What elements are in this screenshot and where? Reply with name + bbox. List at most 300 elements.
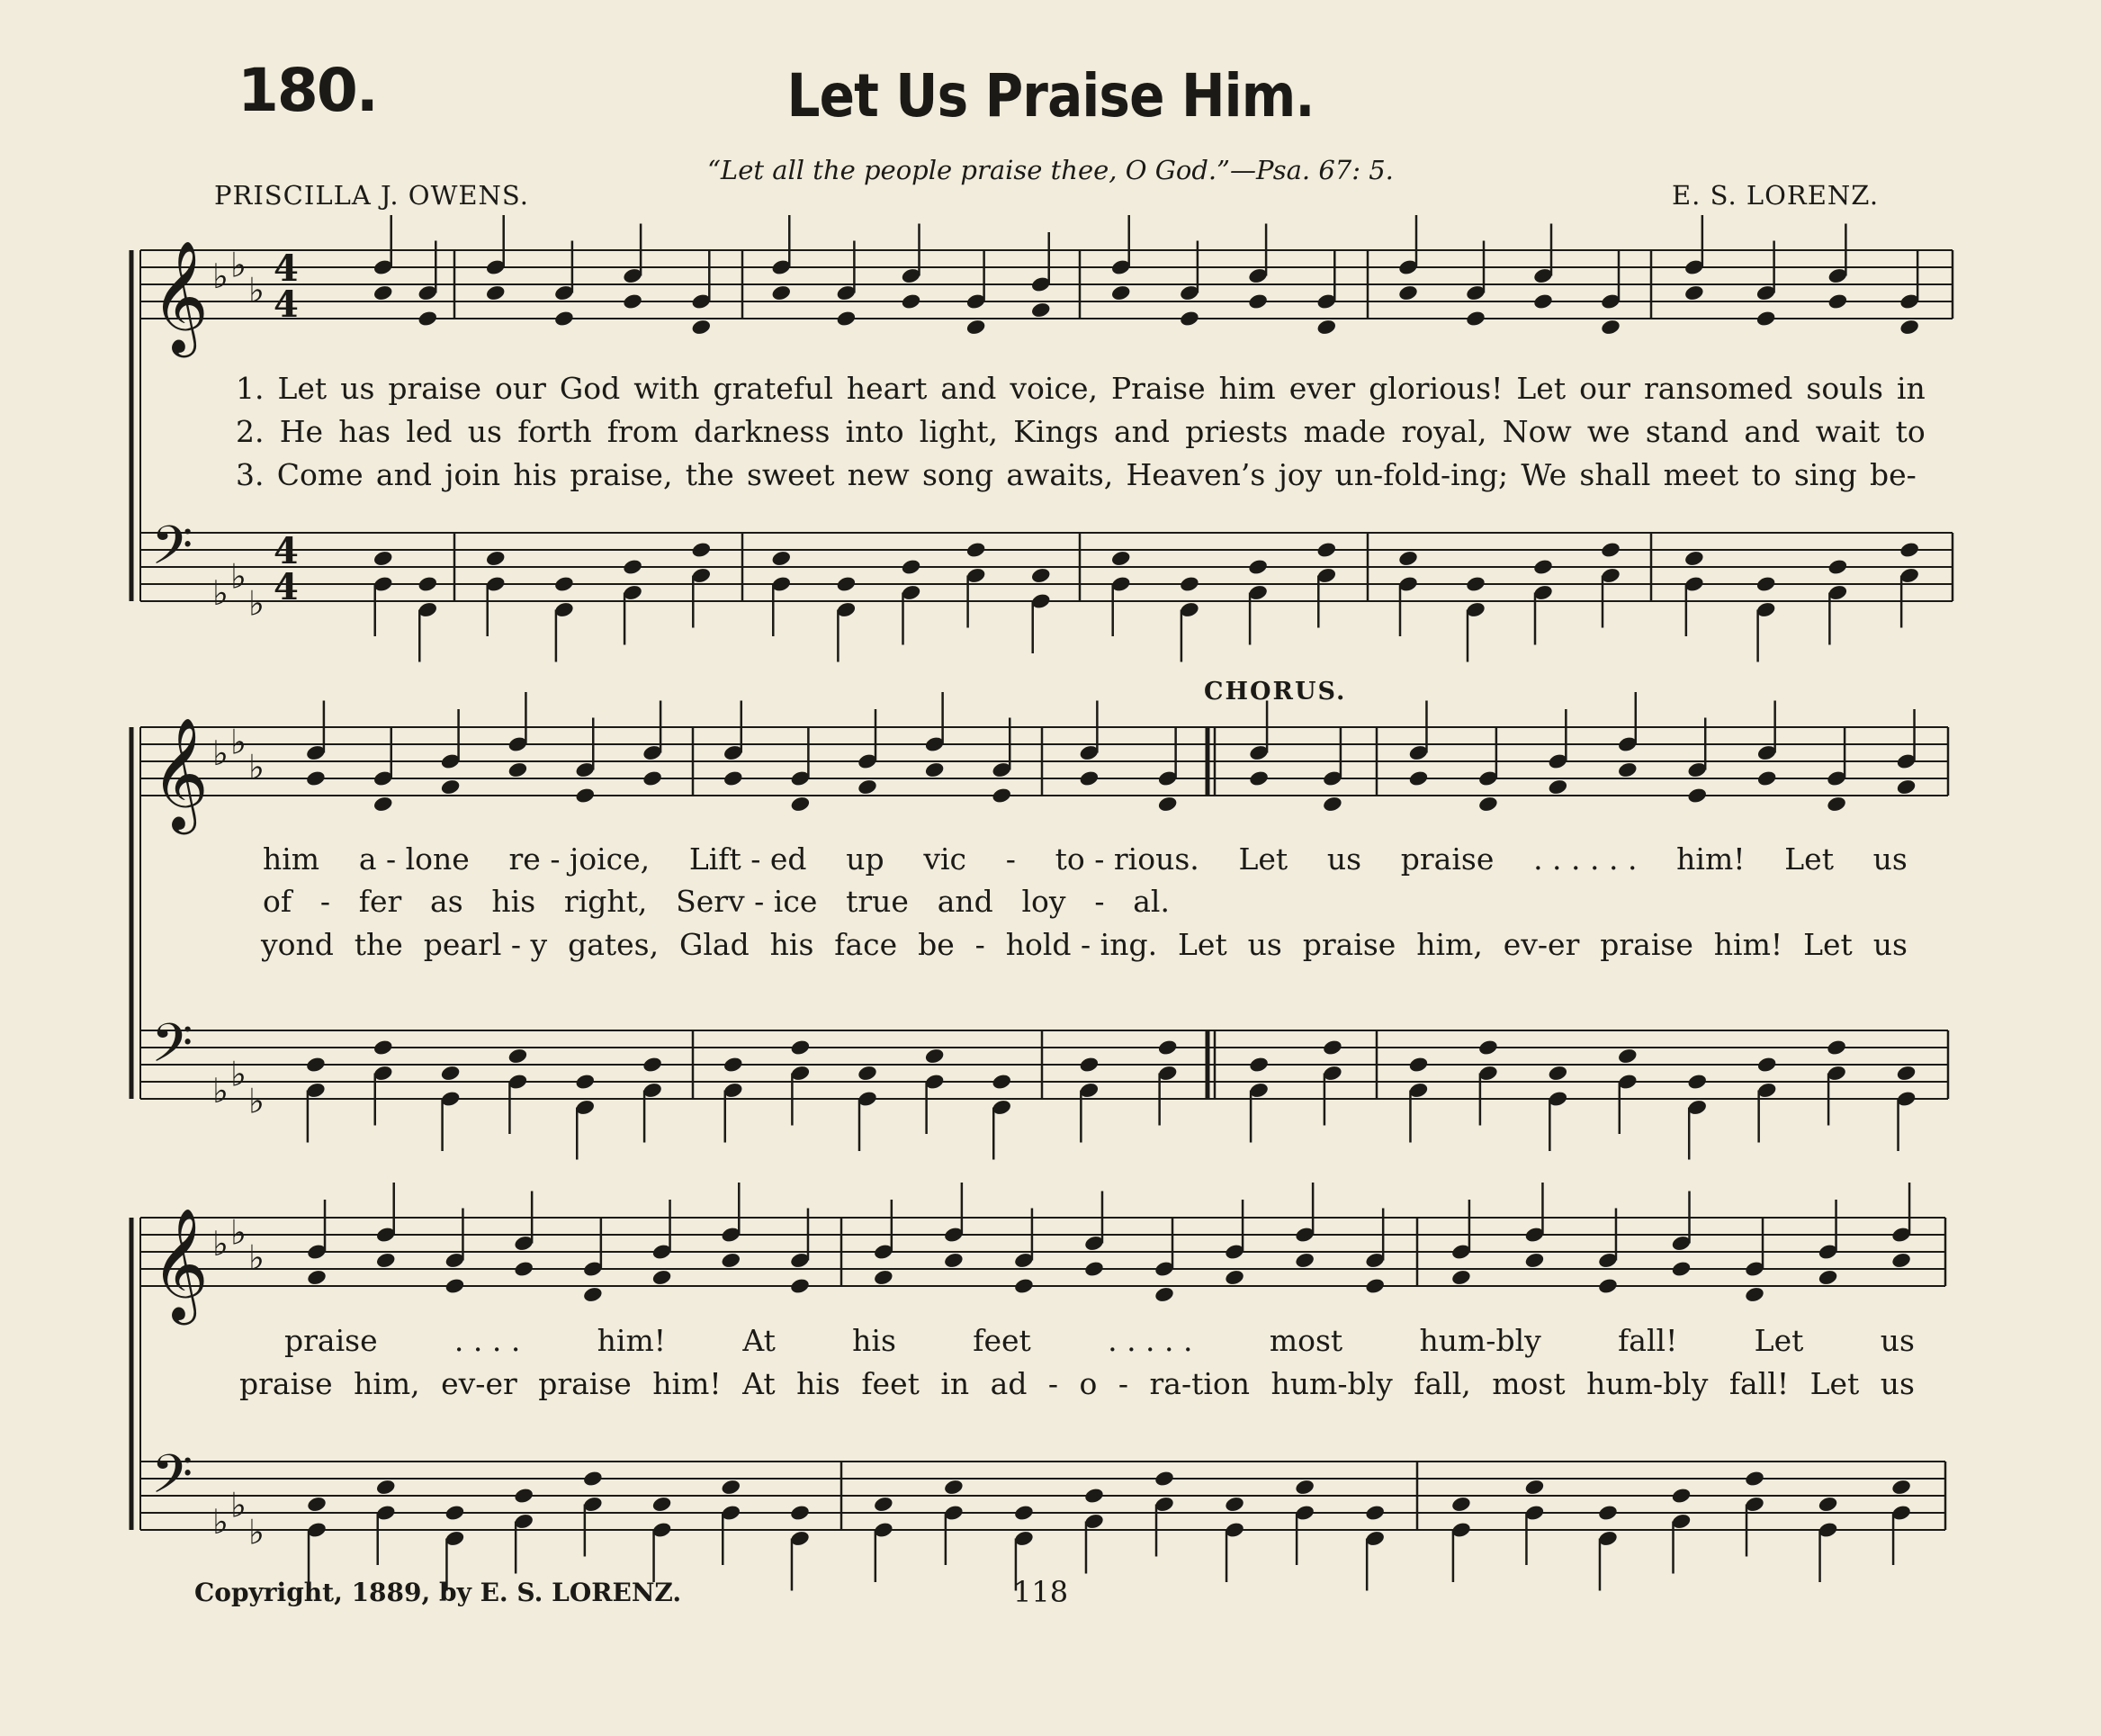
note-head xyxy=(1083,1260,1105,1278)
lyric-line-s2-v2 xyxy=(263,884,1170,919)
note-head xyxy=(1364,1504,1386,1522)
lyric-syllable: him xyxy=(263,841,320,877)
note-head xyxy=(1755,575,1777,593)
lyric-syllable: our xyxy=(494,371,546,406)
lyric-syllable: hum-bly xyxy=(1270,1366,1393,1401)
page-number: 118 xyxy=(1013,1575,1069,1609)
note-head xyxy=(622,292,643,310)
lyric-syllable: gates, xyxy=(568,927,660,962)
flat-sign-icon: ♭ xyxy=(212,1224,229,1264)
lyric-syllable: heart xyxy=(846,371,928,406)
lyric-line-s2-v3 xyxy=(261,927,1908,962)
lyric-syllable: Let xyxy=(1178,927,1227,962)
note-head xyxy=(901,558,922,576)
note-head xyxy=(1224,1496,1245,1514)
flat-sign-icon: ♭ xyxy=(212,1502,229,1542)
note-head xyxy=(1013,1277,1035,1295)
note-head xyxy=(857,778,878,796)
time-signature-digit: 4 xyxy=(274,247,299,290)
note-head xyxy=(1157,1039,1179,1057)
note-head xyxy=(651,1496,673,1514)
lyric-syllable: and xyxy=(375,457,432,492)
note-head xyxy=(1179,575,1200,593)
note-head xyxy=(1364,1277,1386,1295)
lyric-syllable: him! xyxy=(652,1366,722,1401)
lyric-syllable: our xyxy=(1579,371,1630,406)
lyric-syllable: to - rious. xyxy=(1055,841,1199,877)
note-head xyxy=(373,796,394,814)
lyric-syllable: him! xyxy=(1713,927,1783,962)
note-head xyxy=(991,1073,1012,1091)
note-head xyxy=(642,769,663,787)
lyric-syllable: - xyxy=(1094,884,1105,919)
note-head xyxy=(306,1496,328,1514)
lyric-syllable: joy xyxy=(1278,457,1323,492)
note-head xyxy=(1671,1487,1692,1505)
note-head xyxy=(901,292,922,310)
note-head xyxy=(1827,292,1849,310)
note-head xyxy=(836,310,857,328)
note-head xyxy=(943,1479,965,1497)
note-head xyxy=(873,1496,894,1514)
bass-clef-icon: 𝄢 xyxy=(151,514,193,589)
lyric-syllable: - xyxy=(1047,1366,1059,1401)
lyric-syllable: voice, xyxy=(1010,371,1098,406)
lyric-syllable: Serv - ice xyxy=(676,884,818,919)
lyric-syllable: vic xyxy=(923,841,967,877)
note-head xyxy=(306,1269,328,1287)
note-head xyxy=(375,1479,397,1497)
note-head xyxy=(582,1286,604,1304)
note-head xyxy=(513,1487,534,1505)
note-head xyxy=(1224,1269,1245,1287)
lyric-syllable: into xyxy=(845,414,904,449)
flat-sign-icon: ♭ xyxy=(230,245,247,285)
lyric-syllable: shall xyxy=(1579,457,1651,492)
note-head xyxy=(1079,1056,1100,1074)
note-head xyxy=(485,284,507,302)
lyric-syllable: most xyxy=(1492,1366,1566,1401)
lyric-syllable: praise, xyxy=(570,457,673,492)
lyric-syllable: his xyxy=(796,1366,840,1401)
note-head xyxy=(1896,778,1917,796)
lyric-syllable: from xyxy=(606,414,678,449)
note-head xyxy=(1248,769,1270,787)
lyric-syllable: with xyxy=(633,371,700,406)
note-head xyxy=(1532,292,1554,310)
lyric-syllable: Let xyxy=(1809,1366,1860,1401)
scripture-epigraph: “Let all the people praise thee, O God.”—Psa. 67: 5. xyxy=(707,155,1394,185)
note-head xyxy=(723,769,744,787)
note-head xyxy=(574,787,596,805)
lyric-syllable: us xyxy=(1872,841,1908,877)
lyric-syllable: fall! xyxy=(1618,1323,1678,1358)
lyric-syllable: loy xyxy=(1021,884,1066,919)
note-head xyxy=(1827,558,1849,576)
lyric-syllable: him xyxy=(1218,371,1276,406)
lyric-syllable: He xyxy=(279,414,324,449)
note-head xyxy=(1890,1252,1912,1270)
time-signature-digit: 4 xyxy=(274,283,299,326)
note-head xyxy=(375,1252,397,1270)
note-head xyxy=(1818,1269,1839,1287)
flat-sign-icon: ♭ xyxy=(212,573,229,613)
lyric-syllable: right, xyxy=(563,884,648,919)
lyric-syllable: un-fold-ing; xyxy=(1334,457,1509,492)
note-head xyxy=(1247,292,1269,310)
lyric-syllable: ever xyxy=(1288,371,1356,406)
note-head xyxy=(1154,1286,1175,1304)
lyric-syllable: darkness xyxy=(694,414,831,449)
lyric-line-s3-v2 xyxy=(239,1366,1915,1401)
note-head xyxy=(1294,1252,1315,1270)
lyric-syllable: At xyxy=(742,1323,776,1358)
note-head xyxy=(1826,796,1847,814)
note-head xyxy=(513,1260,534,1278)
lyric-syllable: praise xyxy=(284,1323,378,1358)
lyric-syllable: hold - ing. xyxy=(1005,927,1158,962)
lyric-syllable: us xyxy=(1326,841,1362,877)
note-head xyxy=(1548,1065,1569,1083)
note-head xyxy=(789,1504,811,1522)
note-head xyxy=(1548,778,1569,796)
note-head xyxy=(690,319,712,337)
note-head xyxy=(790,796,812,814)
note-head xyxy=(1322,1039,1343,1057)
flat-sign-icon: ♭ xyxy=(212,256,229,296)
note-head xyxy=(1683,550,1705,568)
note-head xyxy=(1030,301,1052,319)
lyric-line-s3-v1 xyxy=(284,1323,1915,1358)
lyric-syllable: we xyxy=(1586,414,1630,449)
note-head xyxy=(553,575,575,593)
flat-sign-icon: ♭ xyxy=(230,1485,247,1525)
lyric-syllable: praise xyxy=(388,371,481,406)
note-head xyxy=(1083,1487,1105,1505)
note-head xyxy=(1397,284,1419,302)
lyric-syllable: Let xyxy=(1238,841,1288,877)
note-head xyxy=(836,575,857,593)
note-head xyxy=(1524,1479,1546,1497)
note-head xyxy=(1110,550,1132,568)
lyric-syllable: pearl - y xyxy=(423,927,548,962)
note-head xyxy=(943,1252,965,1270)
lyric-line-s1-v1 xyxy=(236,371,1926,406)
note-head xyxy=(965,319,987,337)
lyric-syllable: most xyxy=(1269,1323,1343,1358)
bass-clef-icon: 𝄢 xyxy=(151,1443,193,1518)
note-head xyxy=(507,1048,529,1066)
lyric-syllable: hum-bly xyxy=(1586,1366,1709,1401)
lyric-syllable: us xyxy=(1872,927,1908,962)
lyric-syllable: Come xyxy=(276,457,364,492)
note-head xyxy=(1890,1479,1912,1497)
note-head xyxy=(770,284,792,302)
lyric-syllable: awaits, xyxy=(1006,457,1114,492)
lyric-syllable: him, xyxy=(354,1366,420,1401)
lyric-syllable: stand xyxy=(1645,414,1729,449)
lyric-syllable: a - lone xyxy=(358,841,470,877)
lyricist-credit: PRISCILLA J. OWENS. xyxy=(214,180,529,211)
note-head xyxy=(873,1269,894,1287)
note-head xyxy=(1755,310,1777,328)
lyric-syllable: feet xyxy=(861,1366,920,1401)
note-head xyxy=(1671,1260,1692,1278)
flat-sign-icon: ♭ xyxy=(248,747,265,787)
lyric-syllable: feet xyxy=(973,1323,1031,1358)
lyric-syllable: - xyxy=(1005,841,1016,877)
lyric-syllable: his xyxy=(491,884,536,919)
note-head xyxy=(770,550,792,568)
note-head xyxy=(1477,796,1499,814)
lyric-syllable: to xyxy=(1751,457,1782,492)
lyric-syllable: him! xyxy=(1676,841,1746,877)
note-head xyxy=(1600,541,1621,559)
note-head xyxy=(642,1056,663,1074)
note-head xyxy=(1154,1470,1175,1488)
note-head xyxy=(965,541,987,559)
lyric-syllable: his xyxy=(513,457,558,492)
chorus-label: CHORUS. xyxy=(1204,678,1347,706)
lyric-syllable: fall! xyxy=(1728,1366,1790,1401)
note-head xyxy=(1465,310,1486,328)
lyric-syllable: in xyxy=(1896,371,1926,406)
lyric-syllable: Kings xyxy=(1013,414,1099,449)
flat-sign-icon: ♭ xyxy=(230,1212,247,1253)
lyric-syllable: ev-er xyxy=(1503,927,1580,962)
lyric-syllable: led xyxy=(406,414,453,449)
lyric-syllable: Let xyxy=(1516,371,1567,406)
lyric-syllable: made xyxy=(1303,414,1387,449)
lyric-syllable: 1. xyxy=(236,371,265,406)
lyric-syllable: al. xyxy=(1133,884,1170,919)
note-head xyxy=(444,1277,466,1295)
note-head xyxy=(373,284,394,302)
note-head xyxy=(1524,1252,1546,1270)
flat-sign-icon: ♭ xyxy=(212,733,229,773)
lyric-syllable: Glad xyxy=(679,927,750,962)
note-head xyxy=(924,761,946,779)
note-head xyxy=(1477,1039,1499,1057)
lyric-syllable: him, xyxy=(1416,927,1483,962)
flat-sign-icon: ♭ xyxy=(248,1237,265,1278)
lyric-syllable: new xyxy=(847,457,910,492)
note-head xyxy=(305,1056,327,1074)
note-head xyxy=(1826,1039,1847,1057)
lyric-syllable: God xyxy=(559,371,621,406)
lyric-syllable: . . . . xyxy=(453,1323,521,1358)
treble-clef-icon: 𝄞 xyxy=(151,1208,209,1320)
note-head xyxy=(1179,310,1200,328)
lyric-syllable: . . . . . . xyxy=(1533,841,1638,877)
note-head xyxy=(924,1048,946,1066)
lyric-syllable: forth xyxy=(517,414,592,449)
lyric-syllable: light, xyxy=(919,414,999,449)
note-head xyxy=(1450,1269,1472,1287)
note-head xyxy=(1818,1496,1839,1514)
lyric-syllable: us xyxy=(1880,1323,1915,1358)
lyric-syllable: 2. xyxy=(236,414,265,449)
note-head xyxy=(440,1065,462,1083)
lyric-syllable: 3. xyxy=(236,457,265,492)
lyric-syllable: Praise xyxy=(1110,371,1206,406)
lyric-syllable: has xyxy=(338,414,391,449)
lyric-syllable: yond xyxy=(261,927,334,962)
lyric-syllable: glorious! xyxy=(1369,371,1504,406)
note-head xyxy=(440,778,462,796)
lyric-syllable: him! xyxy=(597,1323,667,1358)
lyric-syllable: Lift - ed xyxy=(688,841,807,877)
lyric-syllable: At xyxy=(742,1366,776,1401)
lyric-syllable: to xyxy=(1895,414,1926,449)
note-head xyxy=(1532,558,1554,576)
lyric-syllable: and xyxy=(1114,414,1171,449)
lyric-syllable: true xyxy=(846,884,909,919)
lyric-syllable: - xyxy=(1118,1366,1129,1401)
lyric-syllable: song xyxy=(921,457,994,492)
flat-sign-icon: ♭ xyxy=(230,556,247,597)
lyric-syllable: his xyxy=(769,927,814,962)
lyric-syllable: ra-tion xyxy=(1149,1366,1251,1401)
lyric-syllable: praise xyxy=(1600,927,1693,962)
lyric-syllable: of xyxy=(263,884,292,919)
lyric-syllable: priests xyxy=(1185,414,1288,449)
note-head xyxy=(1315,541,1337,559)
lyric-line-s1-v2 xyxy=(236,414,1926,449)
note-head xyxy=(857,1065,878,1083)
lyric-syllable: fall, xyxy=(1414,1366,1471,1401)
lyric-syllable: royal, xyxy=(1401,414,1487,449)
flat-sign-icon: ♭ xyxy=(212,1071,229,1111)
lyric-line-s2-v1 xyxy=(263,841,1908,877)
note-head xyxy=(1294,1479,1315,1497)
lyric-syllable: . . . . . xyxy=(1108,1323,1193,1358)
note-head xyxy=(1756,1056,1778,1074)
note-head xyxy=(1315,319,1337,337)
flat-sign-icon: ♭ xyxy=(248,1081,265,1121)
note-head xyxy=(723,1056,744,1074)
lyric-syllable: meet xyxy=(1663,457,1739,492)
lyric-syllable: Now xyxy=(1502,414,1572,449)
note-head xyxy=(1899,319,1920,337)
treble-clef-icon: 𝄞 xyxy=(151,717,209,830)
note-head xyxy=(444,1504,466,1522)
note-head xyxy=(1013,1504,1035,1522)
lyric-syllable: and xyxy=(940,371,997,406)
note-head xyxy=(1756,769,1778,787)
lyric-syllable: and xyxy=(937,884,993,919)
note-head xyxy=(553,310,575,328)
note-head xyxy=(1397,550,1419,568)
lyric-syllable: fer xyxy=(358,884,402,919)
note-head xyxy=(373,1039,394,1057)
note-head xyxy=(1248,1056,1270,1074)
note-head xyxy=(485,550,507,568)
note-head xyxy=(720,1252,741,1270)
lyric-syllable: - xyxy=(319,884,330,919)
composer-credit: E. S. LORENZ. xyxy=(1672,180,1880,211)
time-signature-digit: 4 xyxy=(274,530,299,572)
note-head xyxy=(790,1039,812,1057)
note-head xyxy=(789,1277,811,1295)
lyric-syllable: sing xyxy=(1793,457,1857,492)
lyric-syllable: o xyxy=(1079,1366,1098,1401)
lyric-syllable: wait xyxy=(1815,414,1881,449)
lyric-syllable: ev-er xyxy=(441,1366,517,1401)
note-head xyxy=(651,1269,673,1287)
note-head xyxy=(1465,575,1486,593)
note-head xyxy=(1600,319,1621,337)
note-head xyxy=(1408,769,1430,787)
note-head xyxy=(1686,787,1708,805)
note-head xyxy=(1597,1277,1619,1295)
lyric-syllable: be xyxy=(918,927,955,962)
lyric-syllable: Let xyxy=(277,371,328,406)
lyric-syllable: Let xyxy=(1754,1323,1804,1358)
note-head xyxy=(507,761,529,779)
hymn-title: Let Us Praise Him. xyxy=(786,61,1315,130)
lyric-syllable: join xyxy=(444,457,501,492)
lyric-syllable: re - joice, xyxy=(508,841,651,877)
note-head xyxy=(1744,1286,1765,1304)
note-head xyxy=(1686,1073,1708,1091)
lyric-syllable: We xyxy=(1521,457,1567,492)
lyric-syllable: ad xyxy=(990,1366,1028,1401)
note-head xyxy=(417,310,438,328)
lyric-syllable: us xyxy=(1880,1366,1915,1401)
lyric-syllable: and xyxy=(1744,414,1800,449)
note-head xyxy=(1450,1496,1472,1514)
lyric-syllable: Let xyxy=(1784,841,1834,877)
note-head xyxy=(1683,284,1705,302)
lyric-syllable: hum-bly xyxy=(1419,1323,1541,1358)
time-signature-digit: 4 xyxy=(274,566,299,608)
note-head xyxy=(1896,1065,1917,1083)
lyric-syllable: face xyxy=(834,927,898,962)
flat-sign-icon: ♭ xyxy=(248,270,265,310)
lyric-syllable: in xyxy=(940,1366,970,1401)
note-head xyxy=(1617,1048,1639,1066)
note-head xyxy=(1110,284,1132,302)
flat-sign-icon: ♭ xyxy=(248,583,265,624)
note-head xyxy=(373,550,394,568)
lyric-syllable: us xyxy=(467,414,502,449)
lyric-syllable: - xyxy=(974,927,985,962)
note-head xyxy=(991,787,1012,805)
note-head xyxy=(1617,761,1639,779)
bass-clef-icon: 𝄢 xyxy=(151,1012,193,1087)
lyric-syllable: Let xyxy=(1803,927,1853,962)
lyric-syllable: souls xyxy=(1806,371,1883,406)
lyric-line-s1-v3 xyxy=(236,457,1917,492)
lyric-syllable: Heaven’s xyxy=(1126,457,1266,492)
note-head xyxy=(1597,1504,1619,1522)
note-head xyxy=(1030,567,1052,585)
flat-sign-icon: ♭ xyxy=(230,1054,247,1094)
treble-clef-icon: 𝄞 xyxy=(151,240,209,353)
lyric-syllable: ransomed xyxy=(1643,371,1793,406)
note-head xyxy=(582,1470,604,1488)
note-head xyxy=(622,558,643,576)
note-head xyxy=(305,769,327,787)
lyric-syllable: sweet xyxy=(746,457,835,492)
lyric-syllable: the xyxy=(354,927,403,962)
note-head xyxy=(1408,1056,1430,1074)
note-head xyxy=(417,575,438,593)
lyric-syllable: us xyxy=(1247,927,1282,962)
note-head xyxy=(1744,1470,1765,1488)
note-head xyxy=(1247,558,1269,576)
